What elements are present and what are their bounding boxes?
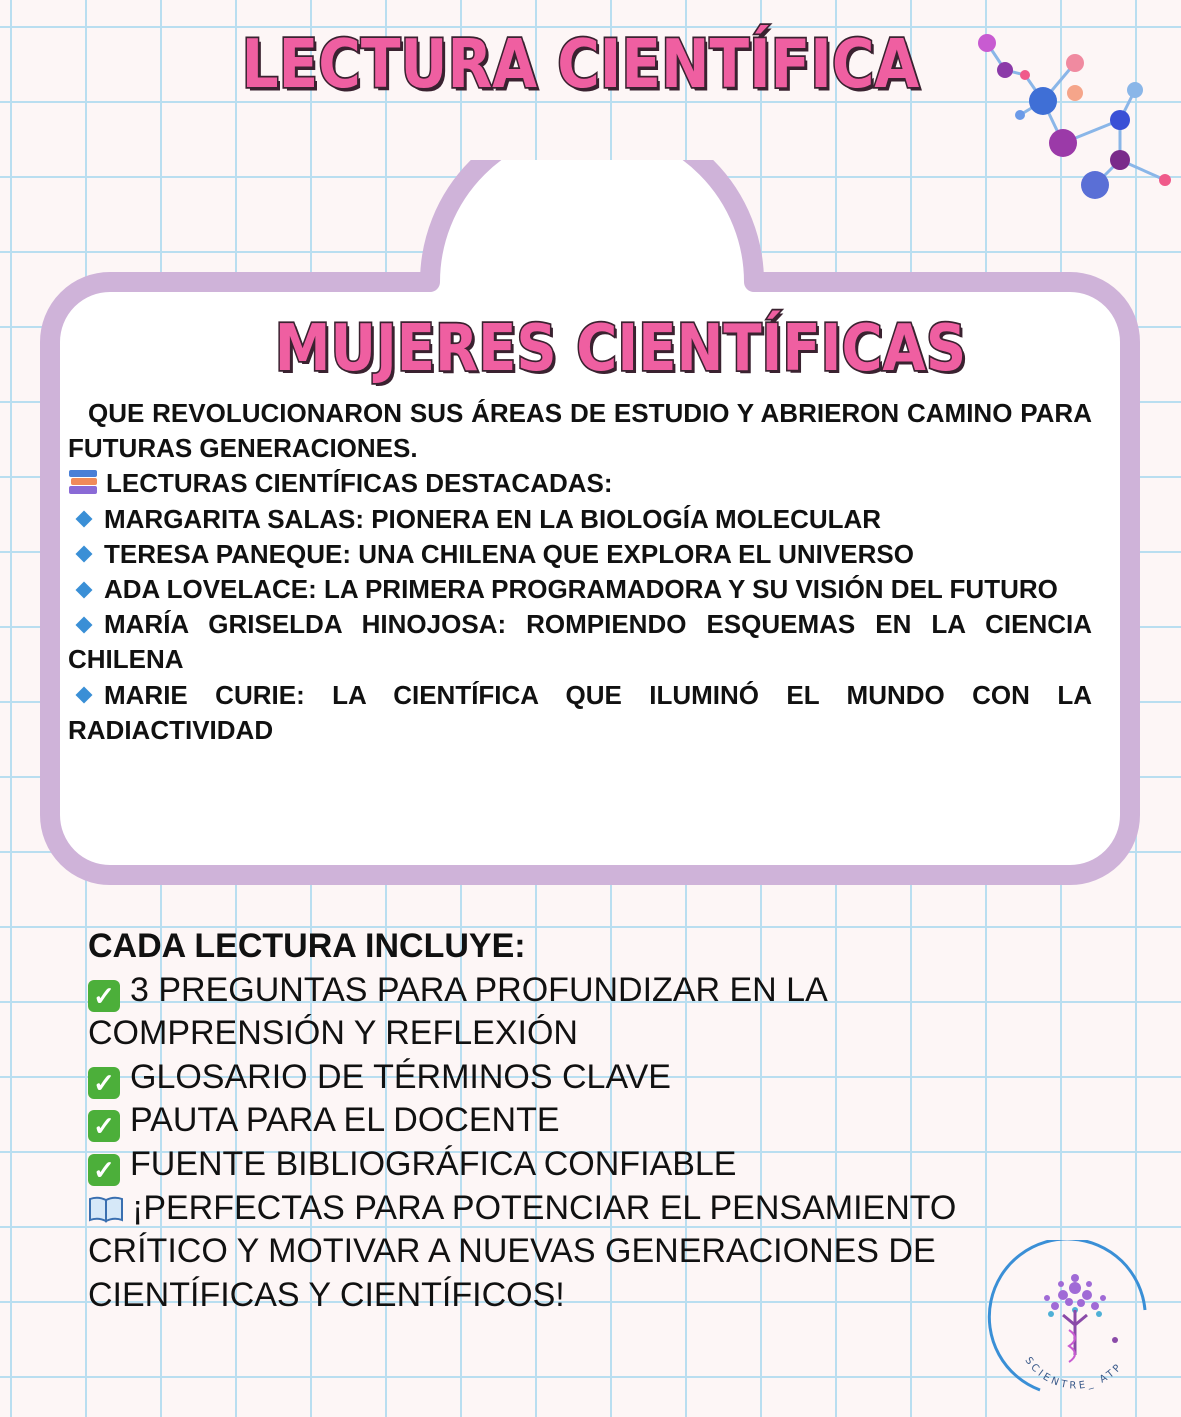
list-item: TERESA PANEQUE: UNA CHILENA QUE EXPLORA EL UNIVERSO — [68, 537, 1092, 572]
check-mark-icon: ✓ — [88, 1110, 120, 1142]
blue-diamond-icon — [76, 546, 93, 563]
closing-text: ¡PERFECTAS PARA POTENCIAR EL PENSAMIENTO CRÍTICO Y MOTIVAR A NUEVAS GENERACIONES DE CIENTÍFICAS Y CIENTÍFICOS! — [88, 1188, 957, 1314]
open-book-icon — [88, 1195, 124, 1223]
blue-diamond-icon — [76, 687, 93, 704]
include-item: ✓ GLOSARIO DE TÉRMINOS CLAVE — [88, 1056, 1048, 1100]
brand-logo — [985, 1240, 1155, 1410]
includes-section — [88, 925, 1048, 1317]
blue-diamond-icon — [76, 581, 93, 598]
check-mark-icon: ✓ — [88, 1067, 120, 1099]
page-title: LECTURA CIENTÍFICA — [241, 24, 920, 104]
list-item: MARÍA GRISELDA HINOJOSA: ROMPIENDO ESQUEMAS EN LA CIENCIA CHILENA — [68, 609, 1092, 675]
list-heading-text: LECTURAS CIENTÍFICAS DESTACADAS: — [106, 468, 613, 499]
blue-diamond-icon — [76, 511, 93, 528]
list-item: MARIE CURIE: LA CIENTÍFICA QUE ILUMINÓ EL MUNDO CON LA RADIACTIVIDAD — [68, 679, 1092, 745]
check-mark-icon: ✓ — [88, 1154, 120, 1186]
card-intro: QUE REVOLUCIONARON SUS ÁREAS DE ESTUDIO Y ABRIERON CAMINO PARA FUTURAS GENERACIONES. — [68, 398, 1092, 464]
include-item: ✓ 3 PREGUNTAS PARA PROFUNDIZAR EN LA COMPRENSIÓN Y REFLEXIÓN — [88, 970, 826, 1053]
card-title: MUJERES CIENTÍFICAS — [274, 311, 967, 386]
svg-text:SCIENTRE_ ATP — [1022, 1355, 1125, 1391]
books-icon — [68, 469, 98, 495]
card-body — [68, 396, 1092, 748]
check-mark-icon: ✓ — [88, 980, 120, 1012]
blue-diamond-icon — [76, 616, 93, 633]
list-item: ADA LOVELACE: LA PRIMERA PROGRAMADORA Y SU VISIÓN DEL FUTURO — [68, 572, 1092, 607]
logo-text: SCIENTRE_ ATP — [1022, 1355, 1126, 1392]
list-heading — [68, 466, 1092, 501]
include-item: ✓ FUENTE BIBLIOGRÁFICA CONFIABLE — [88, 1143, 1048, 1187]
list-item: MARGARITA SALAS: PIONERA EN LA BIOLOGÍA MOLECULAR — [68, 502, 1092, 537]
includes-heading: CADA LECTURA INCLUYE: — [88, 927, 526, 965]
include-item: ✓ PAUTA PARA EL DOCENTE — [88, 1099, 1048, 1143]
